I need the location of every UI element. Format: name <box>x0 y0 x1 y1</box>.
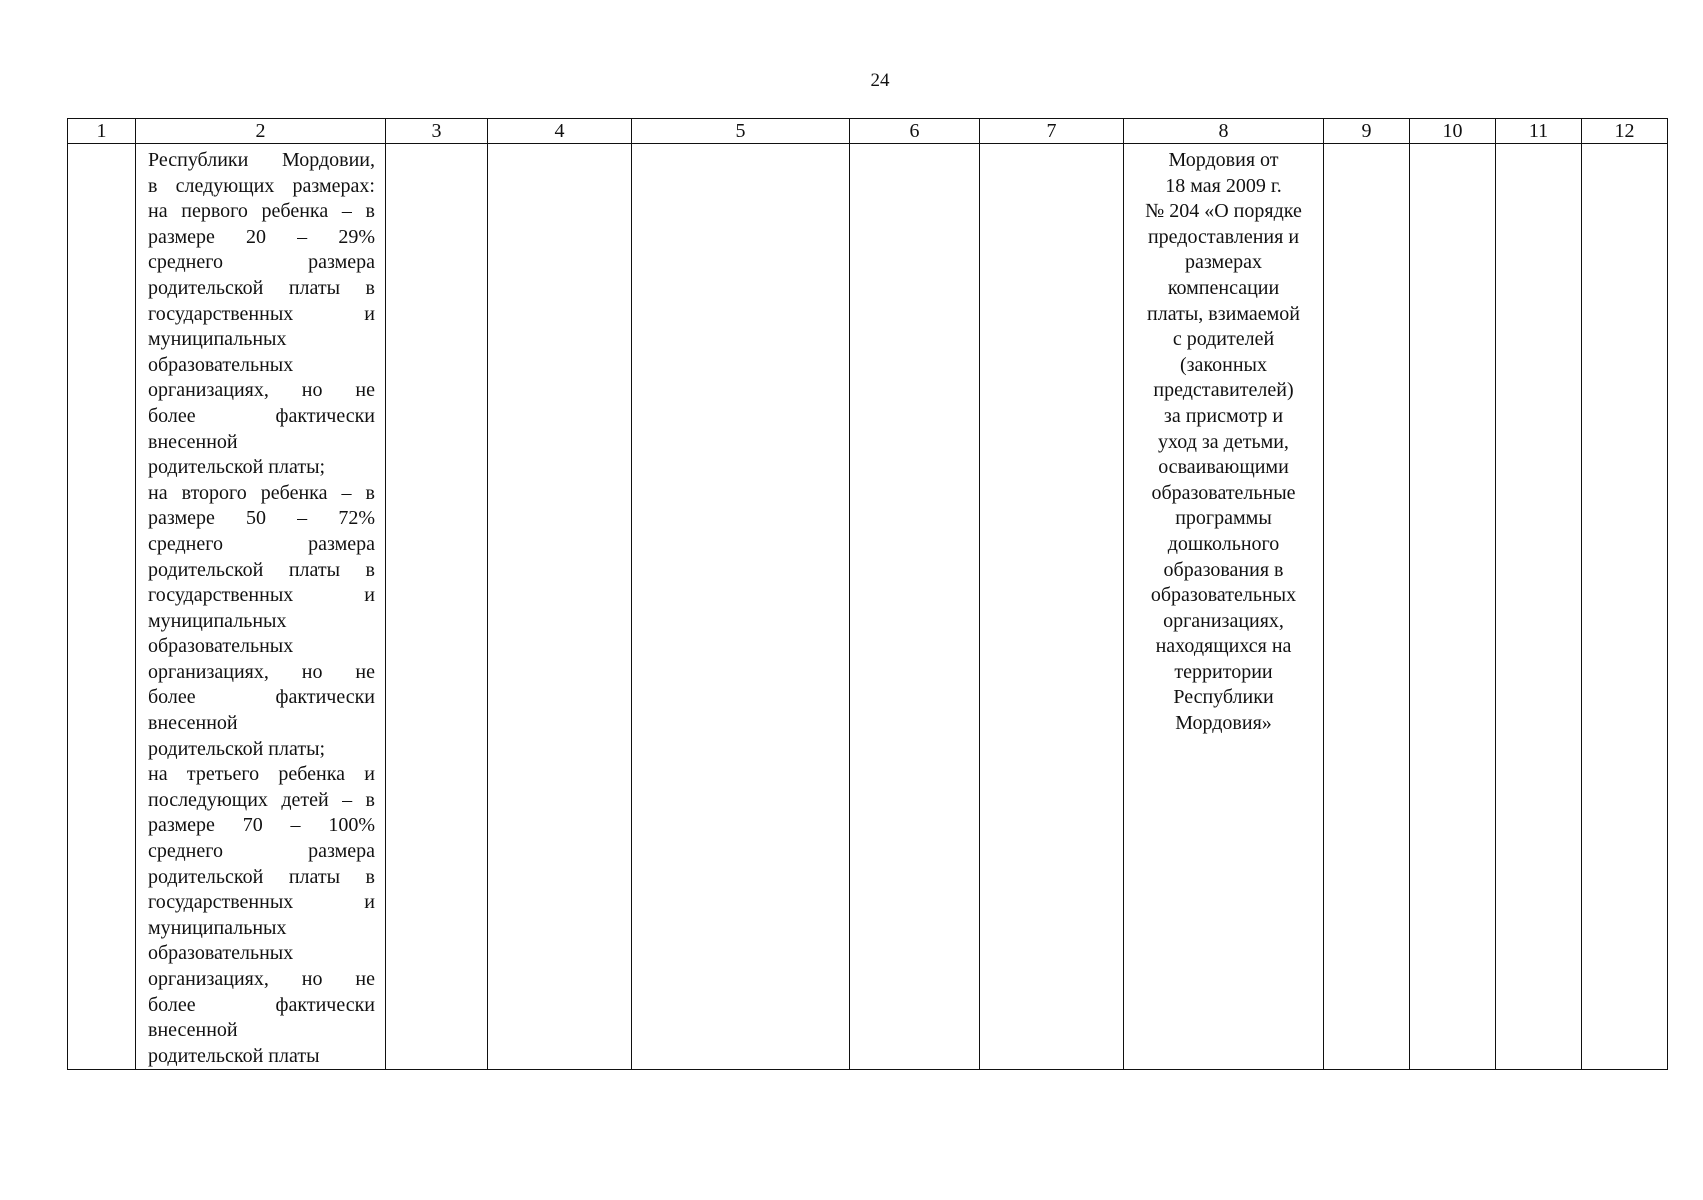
col2-text-line: организациях, но не <box>148 660 375 683</box>
col2-text-line: размере 50 – 72% <box>148 507 375 530</box>
header-col-12: 12 <box>1582 119 1668 144</box>
col2-text-line: родительской платы; <box>148 456 326 479</box>
col2-text-line: внесенной <box>148 1019 238 1042</box>
col2-text-line: родительской платы в <box>148 865 375 888</box>
col8-text-line: уход за детьми, <box>1158 430 1289 453</box>
header-col-1: 1 <box>68 119 136 144</box>
col8-text-line: (законных <box>1180 353 1267 376</box>
col8-text-line: организациях, <box>1163 609 1284 632</box>
col8-text-line: № 204 «О порядке <box>1145 200 1302 223</box>
col2-text-line: внесенной <box>148 712 238 735</box>
cell-col-12 <box>1582 144 1668 1070</box>
col2-text-line: родительской платы в <box>148 276 375 299</box>
col2-text-line: организациях, но не <box>148 379 375 402</box>
col8-text-line: размерах <box>1185 251 1262 274</box>
col2-text-line: родительской платы в <box>148 558 375 581</box>
header-col-4: 4 <box>488 119 632 144</box>
col2-text-line: в следующих размерах: <box>148 174 375 197</box>
cell-col-1 <box>68 144 136 1070</box>
header-col-2: 2 <box>136 119 386 144</box>
header-col-9: 9 <box>1324 119 1410 144</box>
col2-text-line: среднего размера <box>148 840 375 863</box>
header-col-5: 5 <box>632 119 850 144</box>
header-col-6: 6 <box>850 119 980 144</box>
cell-col-3 <box>386 144 488 1070</box>
cell-col-10 <box>1410 144 1496 1070</box>
header-col-8: 8 <box>1124 119 1324 144</box>
page-number: 24 <box>870 70 890 91</box>
col2-text-line: муниципальных <box>148 916 287 939</box>
col8-text-line: дошкольного <box>1167 532 1280 555</box>
col2-text-line: государственных и <box>148 302 375 325</box>
col8-text-line: программы <box>1175 507 1272 530</box>
col8-text-line: Республики <box>1173 686 1274 709</box>
col2-text-line: на второго ребенка – в <box>148 481 375 504</box>
col2-text-line: государственных и <box>148 584 375 607</box>
cell-col-8-legal-basis <box>1124 144 1324 1070</box>
cell-col-6 <box>850 144 980 1070</box>
col8-text-line: территории <box>1174 660 1273 683</box>
header-col-7: 7 <box>980 119 1124 144</box>
cell-col-7 <box>980 144 1124 1070</box>
header-row <box>68 119 1668 144</box>
header-col-3: 3 <box>386 119 488 144</box>
cell-col-5 <box>632 144 850 1070</box>
col2-text-line: на первого ребенка – в <box>148 200 375 223</box>
col2-text-line: более фактически <box>148 686 375 709</box>
col8-text-line: платы, взимаемой <box>1147 302 1300 325</box>
col2-text-line: образовательных <box>148 942 294 965</box>
col2-text-line: родительской платы; <box>148 737 326 760</box>
col8-text-line: осваивающими <box>1158 456 1289 479</box>
col2-text-line: размере 70 – 100% <box>148 814 375 837</box>
col2-text-line: размере 20 – 29% <box>148 225 375 248</box>
col2-text-line: образовательных <box>148 353 294 376</box>
col2-text-line: муниципальных <box>148 609 287 632</box>
col2-text-line: среднего размера <box>148 532 375 555</box>
col8-text-line: Мордовия» <box>1175 712 1272 735</box>
col8-text-line: 18 мая 2009 г. <box>1165 174 1282 197</box>
header-col-10: 10 <box>1410 119 1496 144</box>
table-row <box>68 144 1668 1070</box>
cell-col-9 <box>1324 144 1410 1070</box>
col2-text-line: среднего размера <box>148 251 375 274</box>
col2-text-line: на третьего ребенка и <box>148 763 375 786</box>
col8-text-line: образовательных <box>1150 584 1297 607</box>
col2-text-line: последующих детей – в <box>148 788 375 811</box>
col8-text-line: компенсации <box>1167 276 1280 299</box>
col2-text-line: государственных и <box>148 891 375 914</box>
col8-text-line: Мордовия от <box>1168 149 1279 171</box>
col2-text-line: внесенной <box>148 430 238 453</box>
col8-text-line: за присмотр и <box>1163 404 1284 427</box>
col8-text-line: с родителей <box>1172 328 1275 351</box>
col2-text-line: Республики Мордовии, <box>148 149 375 171</box>
col8-text-line: образования в <box>1163 558 1284 581</box>
col8-text-line: образовательные <box>1151 481 1296 504</box>
col8-text-line: представителей) <box>1153 379 1294 402</box>
cell-col-11 <box>1496 144 1582 1070</box>
cell-col-2-description <box>136 144 386 1070</box>
col2-text-line: организациях, но не <box>148 968 375 990</box>
document-table <box>67 118 1668 1070</box>
col2-text-line: муниципальных <box>148 328 287 351</box>
header-col-11: 11 <box>1496 119 1582 144</box>
col2-text-line: образовательных <box>148 635 294 658</box>
col2-text-line: родительской платы <box>148 1044 320 1067</box>
col2-text-line: более фактически <box>148 993 375 1016</box>
col8-text-line: находящихся на <box>1155 635 1292 658</box>
col2-text-line: более фактически <box>148 404 375 427</box>
cell-col-4 <box>488 144 632 1070</box>
col8-text-line: предоставления и <box>1147 225 1300 248</box>
